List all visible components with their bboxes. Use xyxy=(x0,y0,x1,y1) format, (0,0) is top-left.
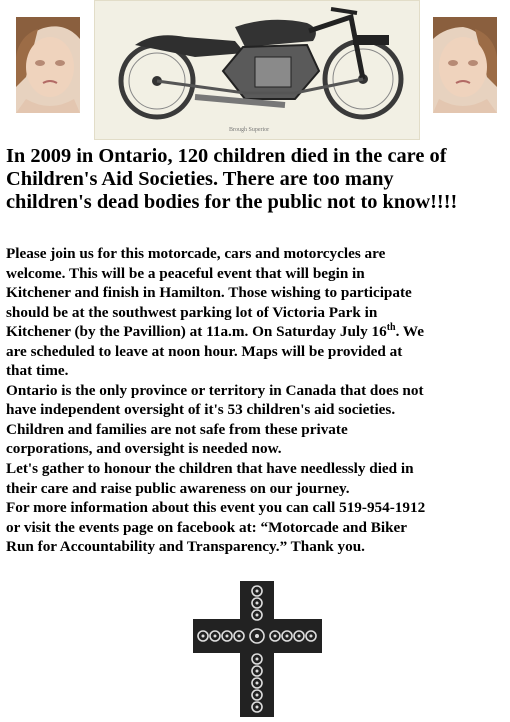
motorcycle-illustration xyxy=(94,0,420,140)
body-line: Kitchener and finish in Hamilton. Those wishing to participate xyxy=(6,284,412,302)
body-line: For more information about this event you can call 519-954-1912 xyxy=(6,499,426,517)
body-line: are scheduled to leave at noon hour. Maps will be provided at xyxy=(6,342,403,360)
body-line: Let's gather to honour the children that have needlessly died in xyxy=(6,460,414,478)
right-child-photo xyxy=(433,17,497,113)
headline-line: In 2009 in Ontario, 120 children died in the care of xyxy=(6,145,447,167)
body-line: Run for Accountability and Transparency.” Thank you. xyxy=(6,538,365,556)
body-line: that time. xyxy=(6,362,69,380)
event-description xyxy=(6,244,510,557)
body-line: Please join us for this motorcade, cars and motorcycles are xyxy=(6,245,386,262)
date-text: Kitchener (by the Pavillion) at 11a.m. On Saturday July 16 xyxy=(6,323,387,341)
celtic-cross-icon xyxy=(193,581,322,717)
body-line: Ontario is the only province or territory in Canada that does not xyxy=(6,381,424,399)
body-line: welcome. This will be a peaceful event that will begin in xyxy=(6,264,365,282)
body-line: Children and families are not safe from these private xyxy=(6,420,348,438)
left-child-photo xyxy=(16,17,80,113)
headline-line: children's dead bodies for the public not to know!!!! xyxy=(6,191,458,213)
headline-line: Children's Aid Societies. There are too many xyxy=(6,168,394,190)
body-line-date xyxy=(6,322,510,342)
body-line: or visit the events page on facebook at: “Motorcade and Biker xyxy=(6,518,408,536)
body-line: have independent oversight of it's 53 children's aid societies. xyxy=(6,401,396,419)
date-suffix: th xyxy=(386,322,396,334)
body-line: should be at the southwest parking lot of Victoria Park in xyxy=(6,303,378,321)
date-tail: . We xyxy=(395,323,425,341)
body-line: their care and raise public awareness on our journey. xyxy=(6,479,350,497)
body-line: corporations, and oversight is needed now. xyxy=(6,440,282,458)
headline xyxy=(6,145,506,214)
motorcycle-caption: Brough Superior xyxy=(229,127,270,133)
